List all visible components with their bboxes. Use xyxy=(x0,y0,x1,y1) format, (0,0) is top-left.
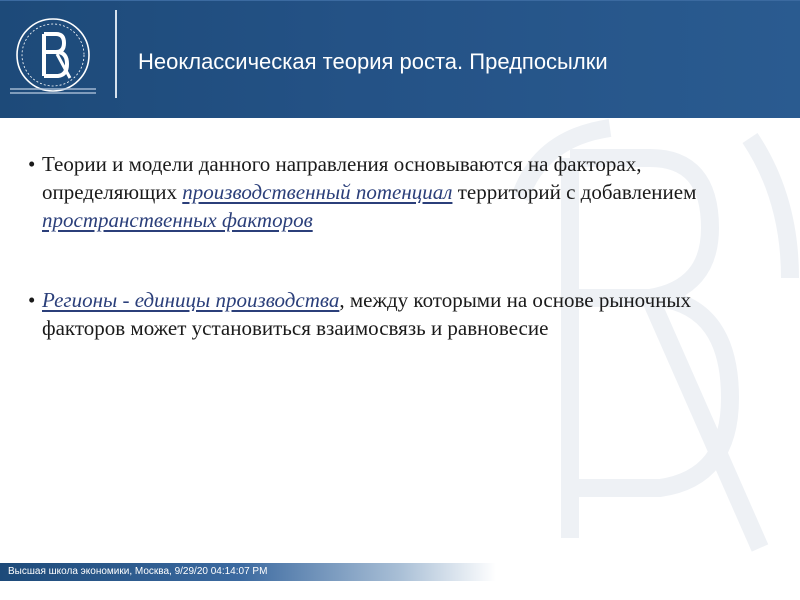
logo-caption xyxy=(10,86,96,96)
header-top-rule xyxy=(0,0,800,1)
hse-logo-icon xyxy=(12,14,94,96)
slide-header xyxy=(0,0,800,118)
highlight-term: производственный потенциал xyxy=(182,180,453,204)
highlight-term: пространственных факторов xyxy=(42,208,313,232)
slide-content xyxy=(28,150,778,394)
bullet-marker: • xyxy=(28,288,36,312)
bullet-text: территорий с добавлением xyxy=(452,180,697,204)
bullet-item xyxy=(28,286,778,342)
bullet-marker: • xyxy=(28,152,36,176)
slide-title: Неоклассическая теория роста. Предпосылки xyxy=(138,49,608,74)
bullet-text: Теории и модели данного направления основываются на факторах, определяющих xyxy=(42,152,642,204)
bullet-item xyxy=(28,150,778,234)
footer-text: Высшая школа экономики, Москва, 9/29/20 04:14:07 PM xyxy=(8,566,268,577)
bullet-text: , между которыми на основе рыночных факторов может установиться взаимосвязь и равновесие xyxy=(42,288,692,340)
header-divider xyxy=(115,10,117,98)
highlight-term: Регионы - единицы производства xyxy=(42,288,340,312)
